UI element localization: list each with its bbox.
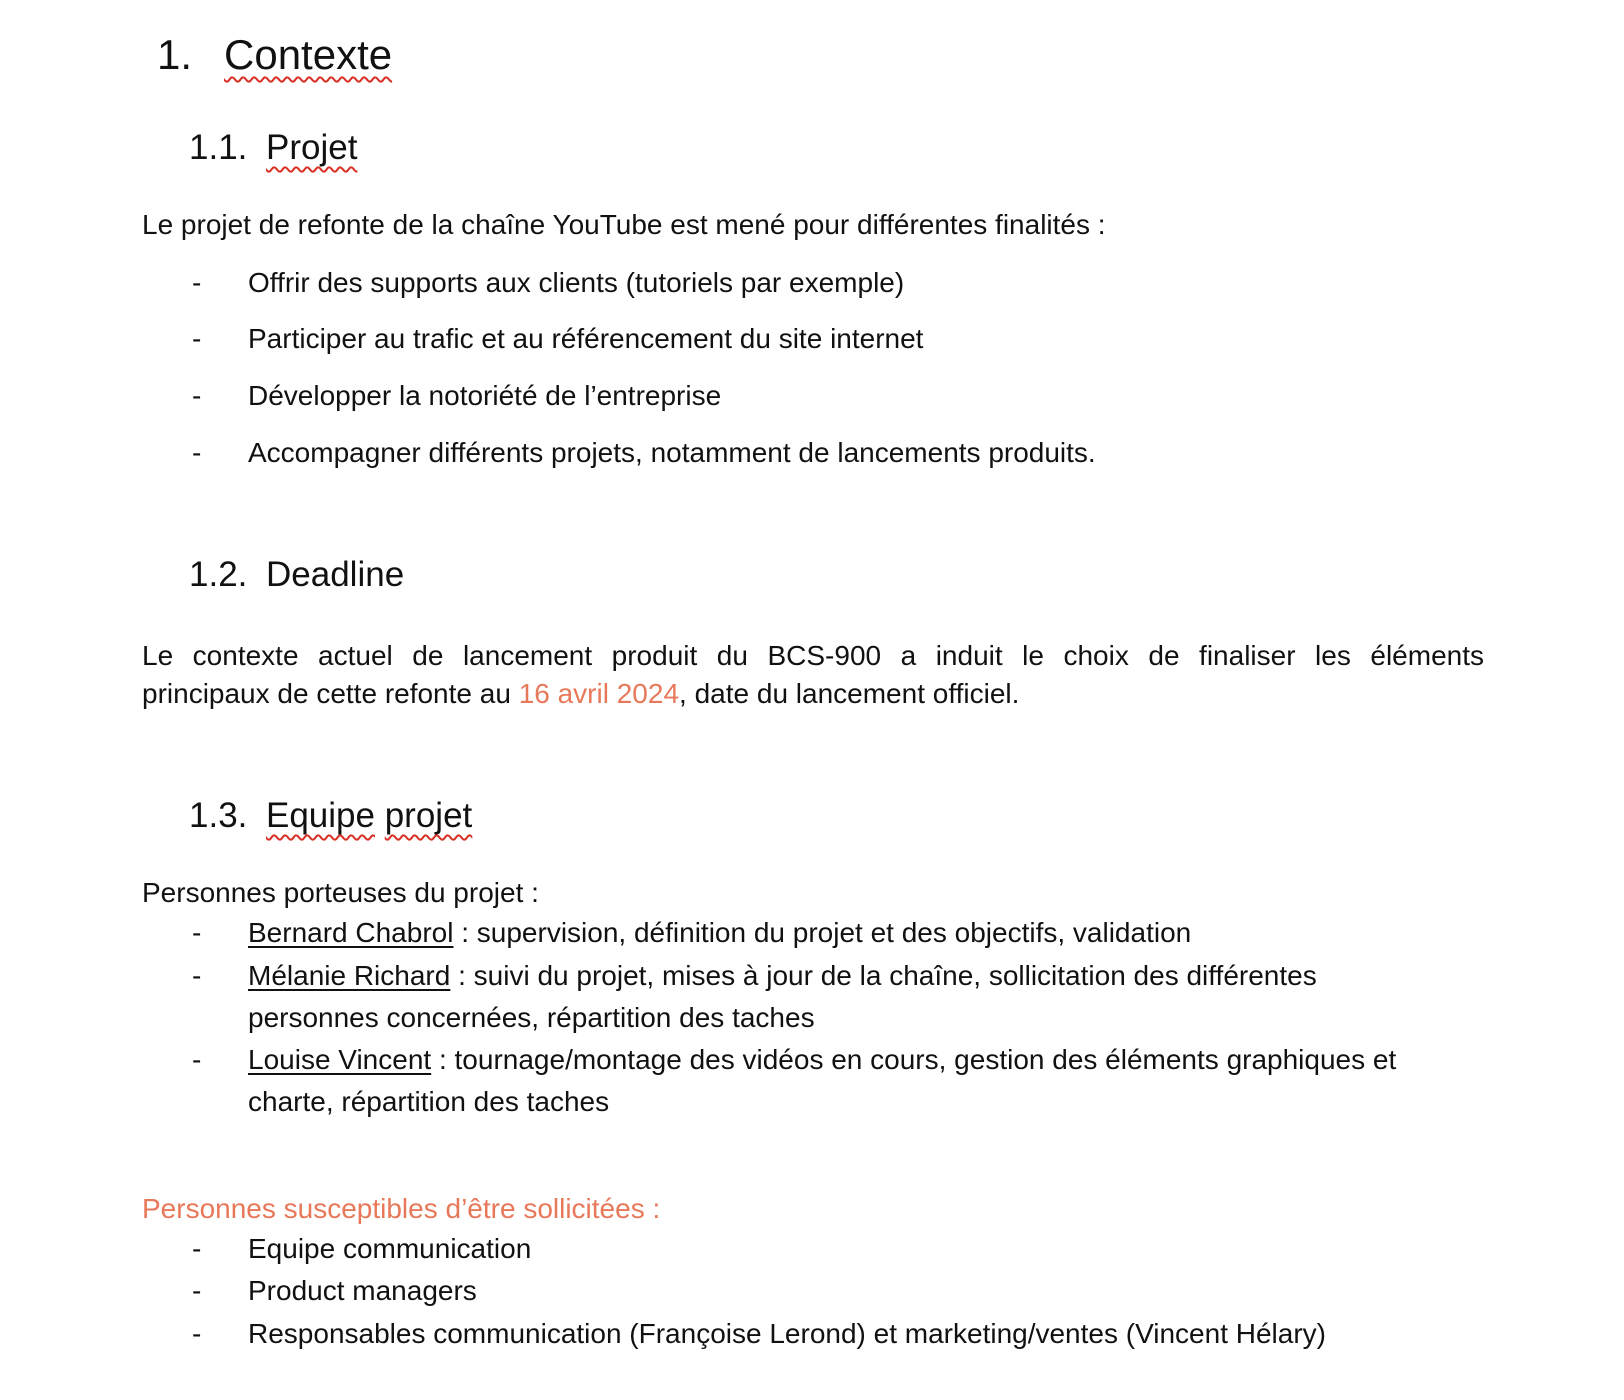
deadline-line-1: Le contexte actuel de lancement produit du BCS-900 a induit le choix de finaliser les éléments [142, 640, 1484, 671]
deadline-date: 16 avril 2024 [518, 678, 680, 709]
bullet-dash: - [192, 323, 202, 354]
deadline-paragraph [142, 637, 1484, 713]
list-item: Product managers [248, 1275, 477, 1306]
person-role: : suivi du projet, mises à jour de la chaîne, sollicitation des différentes [450, 960, 1317, 991]
bullet-dash: - [192, 960, 202, 991]
heading-title: Projet [266, 128, 358, 167]
list-item [248, 914, 1191, 952]
bullet-dash: - [192, 1275, 202, 1306]
list-item: Responsables communication (Françoise Lerond) et marketing/ventes (Vincent Hélary) [248, 1318, 1326, 1349]
deadline-line-2-end: , date du lancement officiel. [679, 678, 1020, 709]
sollicites-label: Personnes susceptibles d’être sollicitées : [142, 1193, 661, 1224]
heading-title: Contexte [224, 31, 393, 78]
list-item: Participer au trafic et au référencement du site internet [248, 323, 924, 354]
list-item: Développer la notoriété de l’entreprise [248, 380, 722, 411]
heading-number: 1.1. [189, 128, 248, 167]
deadline-line-2-start: principaux de cette refonte au [142, 678, 519, 709]
heading-number: 1.2. [189, 555, 248, 594]
heading-equipe-projet [189, 794, 472, 838]
heading-title: Deadline [266, 555, 405, 594]
list-item-continuation: personnes concernées, répartition des taches [248, 1002, 815, 1033]
person-role: : tournage/montage des vidéos en cours, gestion des éléments graphiques et [431, 1044, 1397, 1075]
bullet-dash: - [192, 267, 202, 298]
list-item: Offrir des supports aux clients (tutoriels par exemple) [248, 267, 905, 298]
bullet-dash: - [192, 1044, 202, 1075]
bullet-dash: - [192, 1233, 202, 1264]
bullet-dash: - [192, 917, 202, 948]
list-item [248, 1041, 1396, 1079]
bullet-dash: - [192, 380, 202, 411]
heading-number: 1. [157, 31, 193, 78]
heading-contexte [157, 30, 392, 80]
bullet-dash: - [192, 437, 202, 468]
person-name: Bernard Chabrol [248, 917, 454, 948]
bullet-dash: - [192, 1318, 202, 1349]
heading-projet [189, 126, 357, 170]
porteurs-label: Personnes porteuses du projet : [142, 877, 539, 908]
person-name: Mélanie Richard [248, 960, 451, 991]
list-item-continuation: charte, répartition des taches [248, 1086, 610, 1117]
heading-number: 1.3. [189, 796, 248, 835]
list-item [248, 957, 1317, 995]
heading-title-word-2: projet [384, 796, 473, 835]
heading-title-word-1: Equipe [266, 796, 375, 835]
list-item: Equipe communication [248, 1233, 532, 1264]
heading-deadline [189, 553, 404, 597]
person-role: : supervision, définition du projet et des objectifs, validation [453, 917, 1192, 948]
person-name: Louise Vincent [248, 1044, 432, 1075]
list-item: Accompagner différents projets, notamment de lancements produits. [248, 437, 1096, 468]
projet-intro: Le projet de refonte de la chaîne YouTube est mené pour différentes finalités : [142, 209, 1106, 240]
